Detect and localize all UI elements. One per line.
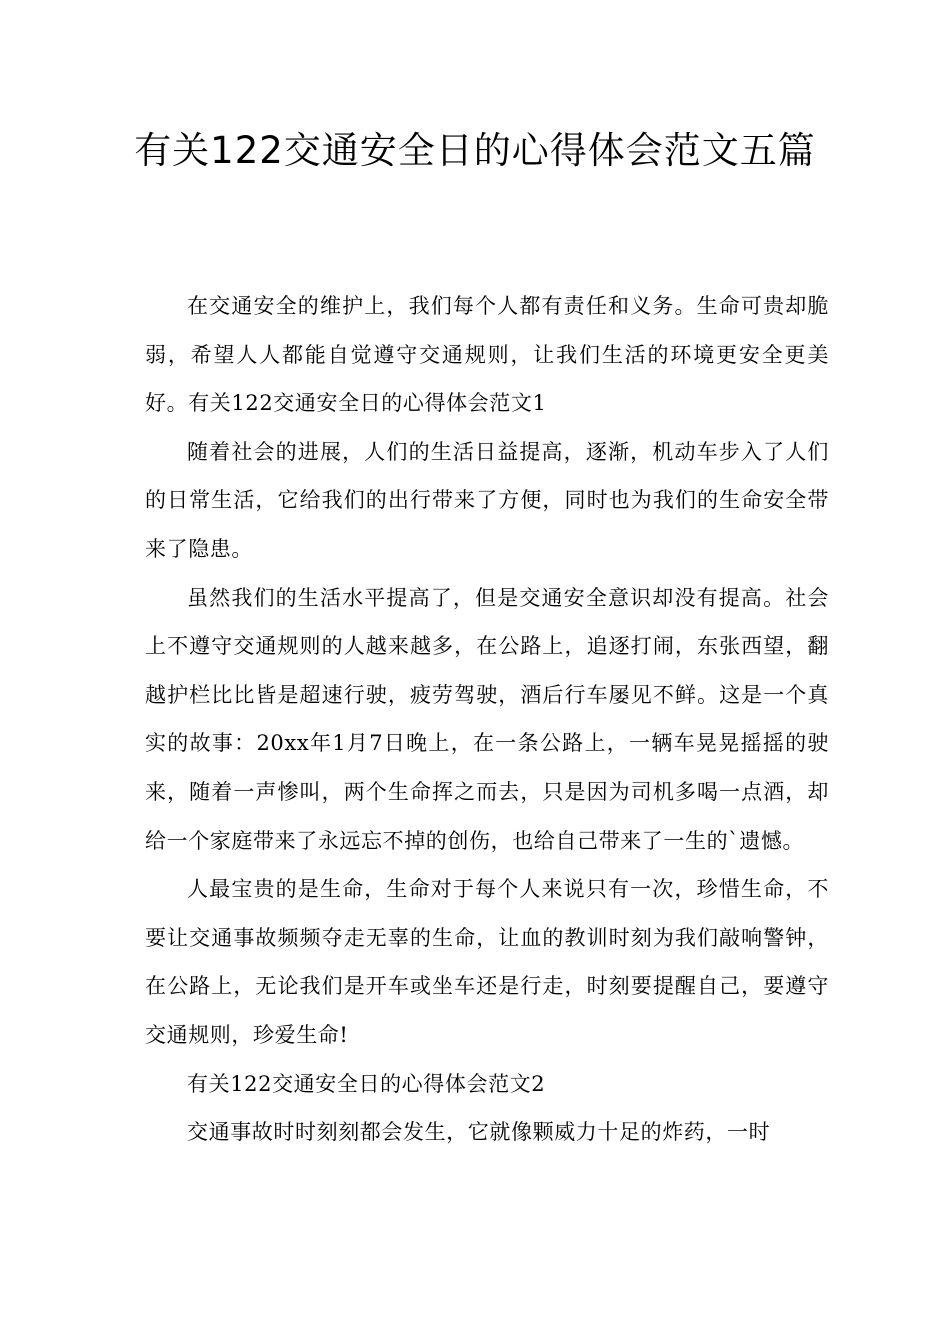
section-heading-2: 有关122交通安全日的心得体会范文2 [187,1071,546,1096]
paragraph-intro: 在交通安全的维护上，我们每个人都有责任和义务。生命可贵却脆弱，希望人人都能自觉遵守交通规则，让我们生活的环境更安全更美好。有关122交通安全日的心得体会范文1 [145,294,829,416]
paragraph-1: 随着社会的进展，人们的生活日益提高，逐渐，机动车步入了人们的日常生活，它给我们的出行带来了方便，同时也为我们的生命安全带来了隐患。 [145,439,829,561]
paragraph-4: 交通事故时时刻刻都会发生，它就像颗威力十足的炸药，一时 [187,1120,771,1145]
paragraph-3: 人最宝贵的是生命，生命对于每个人来说只有一次，珍惜生命，不要让交通事故频频夺走无辜的生命，让血的教训时刻为我们敲响警钟，在公路上，无论我们是开车或坐车还是行走，时刻要提醒自己，要遵守交通规则，珍爱生命! [145,877,829,1047]
document-body [145,282,829,1157]
document-title: 有关122交通安全日的心得体会范文五篇 [134,129,816,172]
paragraph-2: 虽然我们的生活水平提高了，但是交通安全意识却没有提高。社会上不遵守交通规则的人越来越多，在公路上，追逐打闹，东张西望，翻越护栏比比皆是超速行驶，疲劳驾驶，酒后行车屡见不鲜。这是一个真实的故事：20xx年1月7日晚上，在一条公路上，一辆车晃晃摇摇的驶来，随着一声惨叫，两个生命挥之而去，只是因为司机多喝一点酒，却给一个家庭带来了永远忘不掉的创伤，也给自己带来了一生的`遗憾。 [145,585,829,853]
